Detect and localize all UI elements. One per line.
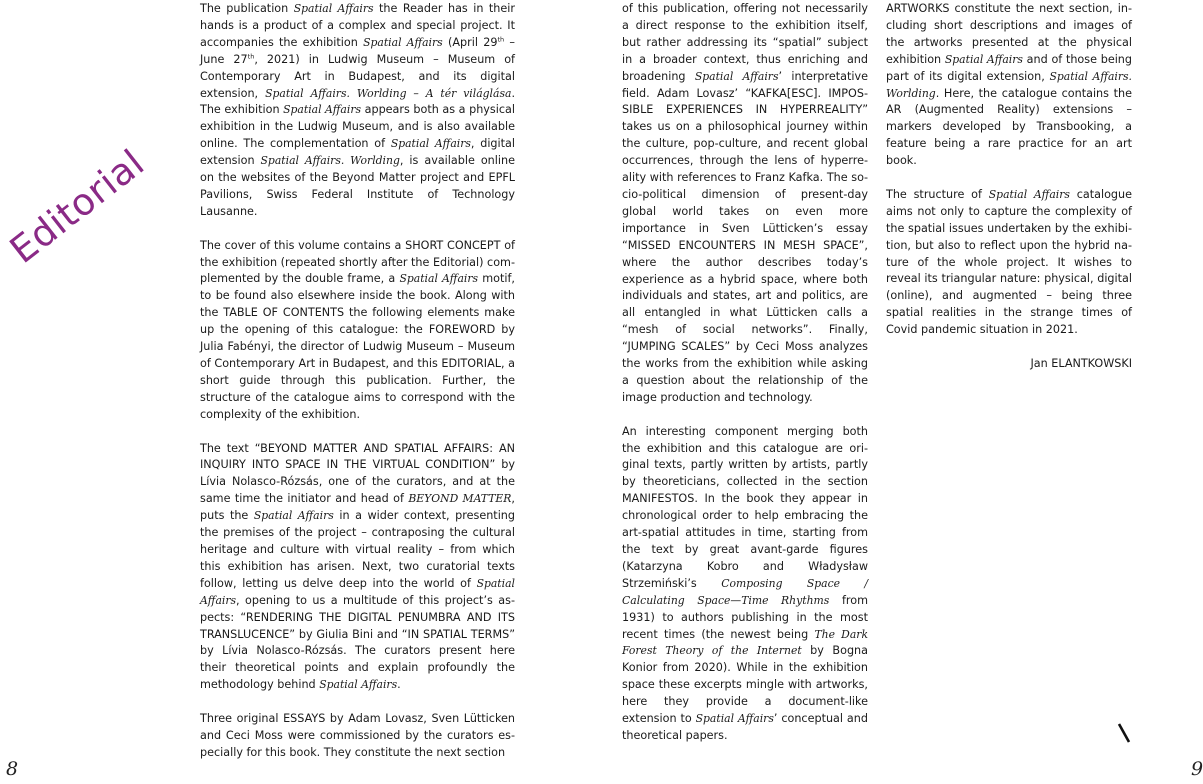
paragraph: The text “BEYOND MATTER AND SPATIAL AFFAIRS: AN INQUIRY INTO SPACE IN THE VIRTUAL CONDITION” by Lívia Nolasco-Rózsás, one of the curators, and at the same time the initiator and head of BEYOND MATTER, puts the Spatial Affairs in a wider context, presenting the premises of the project – contraposing the cultural heritage and culture with virtual reality – from which this exhibition has arisen. Next, two curatorial texts follow, letting us delve deep into the world of Spatial Affairs, opening to us a multitude of this project’s aspects: “RENDERING THE DIGITAL PENUMBRA AND ITS TRANSLUCENCE” by Giulia Bini and “IN SPATIAL TERMS” by Lívia Nolasco-Rózsás. The curators present here their theoretical points and explain profoundly the methodology behind Spatial Affairs. [200,441,515,692]
paragraph: The publication Spatial Affairs the Reader has in their hands is a product of a complex and special project. It accompanies the exhibition Spatial Affairs (April 29th – June 27th, 2021) in Ludwig Museum – Museum of Contemporary Art in Budapest, and its digital extension, Spatial Affairs. Worlding – A tér világlása. The exhibition Spatial Affairs appears both as a physical exhibition in the Ludwig Museum, and is also available online. The complementation of Spatial Affairs, digital extension Spatial Affairs. Worlding, is available online on the websites of the Beyond Matter project and EPFL Pavilions, Swiss Federal Institute of Technology Lausanne. [200,2,515,218]
text-column-2 [622,1,868,745]
backslash-continue-icon [1114,722,1134,744]
page-number-left: 8 [6,758,19,780]
paragraph: The cover of this volume contains a SHORT CONCEPT of the exhibition (repeated shortly after the Editorial) complemented by the double frame, a Spatial Affairs motif, to be found also elsewhere inside the book. Along with the TABLE OF CONTENTS the following elements make up the opening of this catalogue: the FOREWORD by Julia Fabényi, the director of Ludwig Museum – Museum of Contemporary Art in Budapest, and this EDITORIAL, a short guide through this publication. Further, the structure of the catalogue aims to correspond with the complexity of the exhibition. [200,238,516,421]
paragraph: The structure of Spatial Affairs catalogue aims not only to capture the complexity of the spatial issues undertaken by the exhibition, but also to reflect upon the hybrid nature of the whole project. It wishes to reveal its triangular nature: physical, digital (online), and augmented – being three spatial realities in the strange times of Covid pandemic situation in 2021. [886,187,1132,337]
paragraph: An interesting component merging both the exhibition and this catalogue are original texts, partly written by artists, partly by theoreticians, collected in the section MANIFESTOS. In the book they appear in chronological order to help embracing the art-spatial attitudes in time, starting from the text by great avant-garde figures (Katarzyna Kobro and Władysław Strzemiński’s Composing Space / Calculating Space—Time Rhythms from 1931) to authors publishing in the most recent times (the newest being The Dark Forest Theory of the Internet by Bogna Konior from 2020). While in the exhibition space these excerpts mingle with artworks, here they provide a document-like extension to Spatial Affairs’ conceptual and theoretical papers. [622,424,868,742]
paragraph: of this publication, offering not necessarily a direct response to the exhibition itself, but rather addressing its “spatial” subject in a broader context, thus enriching and broadening Spatial Affairs’ interpretative field. Adam Lovasz’ “KAFKA[ESC]. IMPOSSIBLE EXPERIENCES IN HYPERREALITY” takes us on a philosophical journey within the culture, pop-culture, and recent global occurrences, through the lens of hyperreality with references to Franz Kafka. The socio-political dimension of present-day global world takes on even more importance in Sven Lütticken’s essay “MISSED ENCOUNTERS IN MESH SPACE”, where the author describes today’s experience as a hybrid space, where both individuals and states, art and politics, are all entangled in what Lütticken calls a “mesh of social networks”. Finally, “JUMPING SCALES” by Ceci Moss analyzes the works from the exhibition while asking a question about the relationship of the image production and technology. [622,2,869,404]
text-column-3 [886,1,1132,373]
section-title: Editorial [2,141,153,272]
page-number-right: 9 [1191,758,1203,780]
author-signature: Jan ELANTKOWSKI [1030,357,1132,370]
paragraph: Three original ESSAYS by Adam Lovasz, Sven Lütticken and Ceci Moss were commissioned by the curators especially for this book. They constitute the next section [200,712,515,759]
paragraph: ARTWORKS constitute the next section, including short descriptions and images of the artworks presented at the physical exhibition Spatial Affairs and of those being part of its digital extension, Spatial Affairs. Worlding. Here, the catalogue contains the AR (Augmented Reality) extensions – markers developed by Transbooking, a feature being a rare practice for an art book. [886,2,1133,168]
text-column-1 [200,1,515,762]
